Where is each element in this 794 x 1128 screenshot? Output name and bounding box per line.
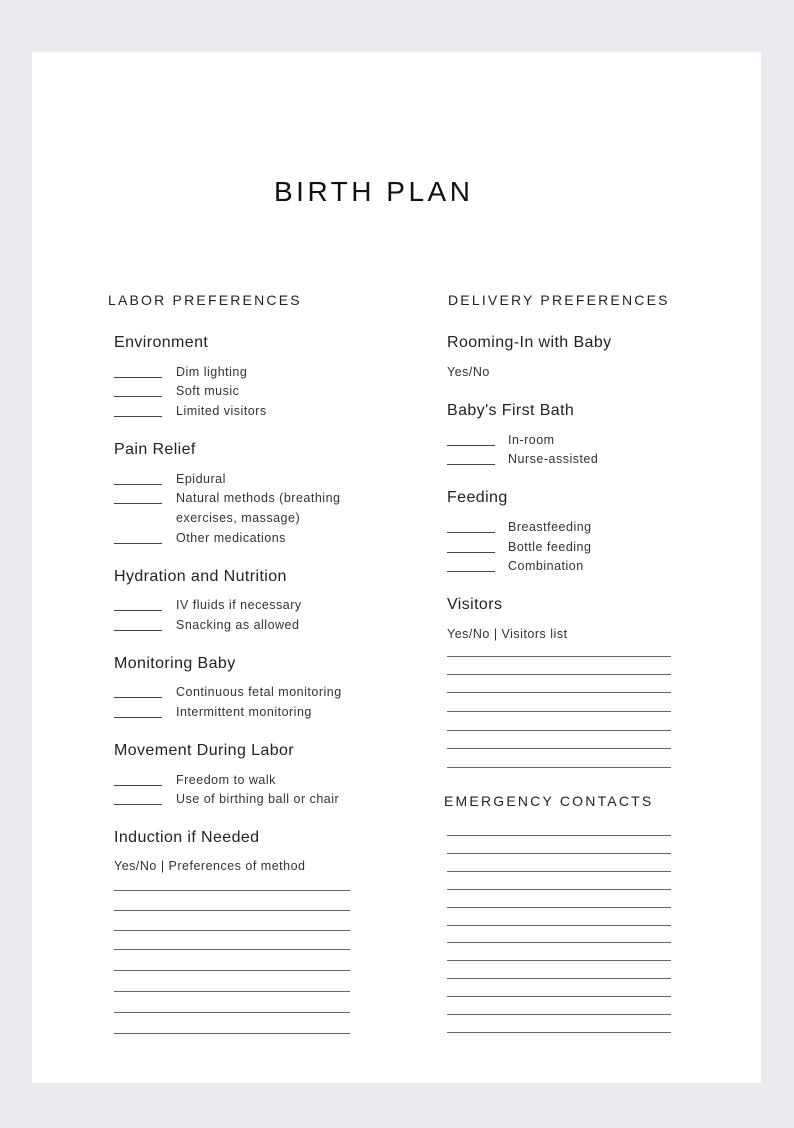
page-title: BIRTH PLAN xyxy=(274,176,474,207)
write-in-line[interactable] xyxy=(114,890,350,891)
emergency-contacts-header: EMERGENCY CONTACTS xyxy=(444,793,654,809)
emergency-contact-line[interactable] xyxy=(447,978,671,979)
write-in-line[interactable] xyxy=(447,767,671,768)
option-label: Limited visitors xyxy=(176,404,267,418)
write-in-line[interactable] xyxy=(447,674,671,675)
option-blank-line[interactable] xyxy=(114,717,162,718)
section-heading: Monitoring Baby xyxy=(114,655,236,672)
emergency-contact-line[interactable] xyxy=(447,871,671,872)
option-blank-line[interactable] xyxy=(114,396,162,397)
option-label: Dim lighting xyxy=(176,365,248,379)
write-in-line[interactable] xyxy=(114,910,350,911)
emergency-contact-line[interactable] xyxy=(447,1014,671,1015)
option-blank-line[interactable] xyxy=(114,804,162,805)
option-label: Breastfeeding xyxy=(508,520,592,534)
option-note: Yes/No xyxy=(447,365,490,379)
labor-preferences-header: LABOR PREFERENCES xyxy=(108,292,302,308)
option-blank-line[interactable] xyxy=(447,445,495,446)
option-blank-line[interactable] xyxy=(114,377,162,378)
option-label: Other medications xyxy=(176,531,286,545)
option-blank-line[interactable] xyxy=(447,571,495,572)
emergency-contact-line[interactable] xyxy=(447,907,671,908)
write-in-line[interactable] xyxy=(447,692,671,693)
section-heading: Movement During Labor xyxy=(114,742,295,759)
emergency-contact-line[interactable] xyxy=(447,835,671,836)
option-label: Epidural xyxy=(176,472,226,486)
section-heading: Induction if Needed xyxy=(114,829,260,846)
section-heading: Feeding xyxy=(447,489,508,506)
delivery-preferences-header: DELIVERY PREFERENCES xyxy=(448,292,670,308)
write-in-line[interactable] xyxy=(447,730,671,731)
emergency-contact-line[interactable] xyxy=(447,960,671,961)
option-label: Snacking as allowed xyxy=(176,618,300,632)
section-heading: Hydration and Nutrition xyxy=(114,568,287,585)
option-blank-line[interactable] xyxy=(114,697,162,698)
section-heading: Pain Relief xyxy=(114,441,196,458)
emergency-contact-line[interactable] xyxy=(447,942,671,943)
option-blank-line[interactable] xyxy=(114,610,162,611)
write-in-line[interactable] xyxy=(114,1012,350,1013)
section-heading: Visitors xyxy=(447,596,503,613)
option-label: Intermittent monitoring xyxy=(176,705,312,719)
option-label: exercises, massage) xyxy=(176,511,301,525)
option-label: Bottle feeding xyxy=(508,540,592,554)
option-label: Continuous fetal monitoring xyxy=(176,685,342,699)
option-note: Yes/No | Preferences of method xyxy=(114,859,306,873)
option-label: Natural methods (breathing xyxy=(176,491,341,505)
option-blank-line[interactable] xyxy=(114,416,162,417)
option-label: Nurse-assisted xyxy=(508,452,599,466)
emergency-contact-line[interactable] xyxy=(447,853,671,854)
emergency-contact-line[interactable] xyxy=(447,889,671,890)
emergency-contact-line[interactable] xyxy=(447,1032,671,1033)
option-label: Soft music xyxy=(176,384,240,398)
option-blank-line[interactable] xyxy=(114,503,162,504)
option-blank-line[interactable] xyxy=(447,532,495,533)
write-in-line[interactable] xyxy=(447,711,671,712)
write-in-line[interactable] xyxy=(114,949,350,950)
section-heading: Baby's First Bath xyxy=(447,402,575,419)
option-blank-line[interactable] xyxy=(114,630,162,631)
emergency-contact-line[interactable] xyxy=(447,996,671,997)
option-label: IV fluids if necessary xyxy=(176,598,302,612)
emergency-contact-line[interactable] xyxy=(447,925,671,926)
option-label: Use of birthing ball or chair xyxy=(176,792,340,806)
option-blank-line[interactable] xyxy=(447,464,495,465)
option-blank-line[interactable] xyxy=(114,543,162,544)
option-label: Combination xyxy=(508,559,584,573)
option-blank-line[interactable] xyxy=(447,552,495,553)
write-in-line[interactable] xyxy=(447,748,671,749)
birth-plan-page xyxy=(32,52,761,1083)
section-heading: Environment xyxy=(114,334,209,351)
write-in-line[interactable] xyxy=(114,991,350,992)
option-label: In-room xyxy=(508,433,555,447)
option-label: Freedom to walk xyxy=(176,773,276,787)
write-in-line[interactable] xyxy=(114,1033,350,1034)
option-note: Yes/No | Visitors list xyxy=(447,627,568,641)
write-in-line[interactable] xyxy=(114,930,350,931)
section-heading: Rooming-In with Baby xyxy=(447,334,612,351)
write-in-line[interactable] xyxy=(447,656,671,657)
option-blank-line[interactable] xyxy=(114,785,162,786)
write-in-line[interactable] xyxy=(114,970,350,971)
option-blank-line[interactable] xyxy=(114,484,162,485)
